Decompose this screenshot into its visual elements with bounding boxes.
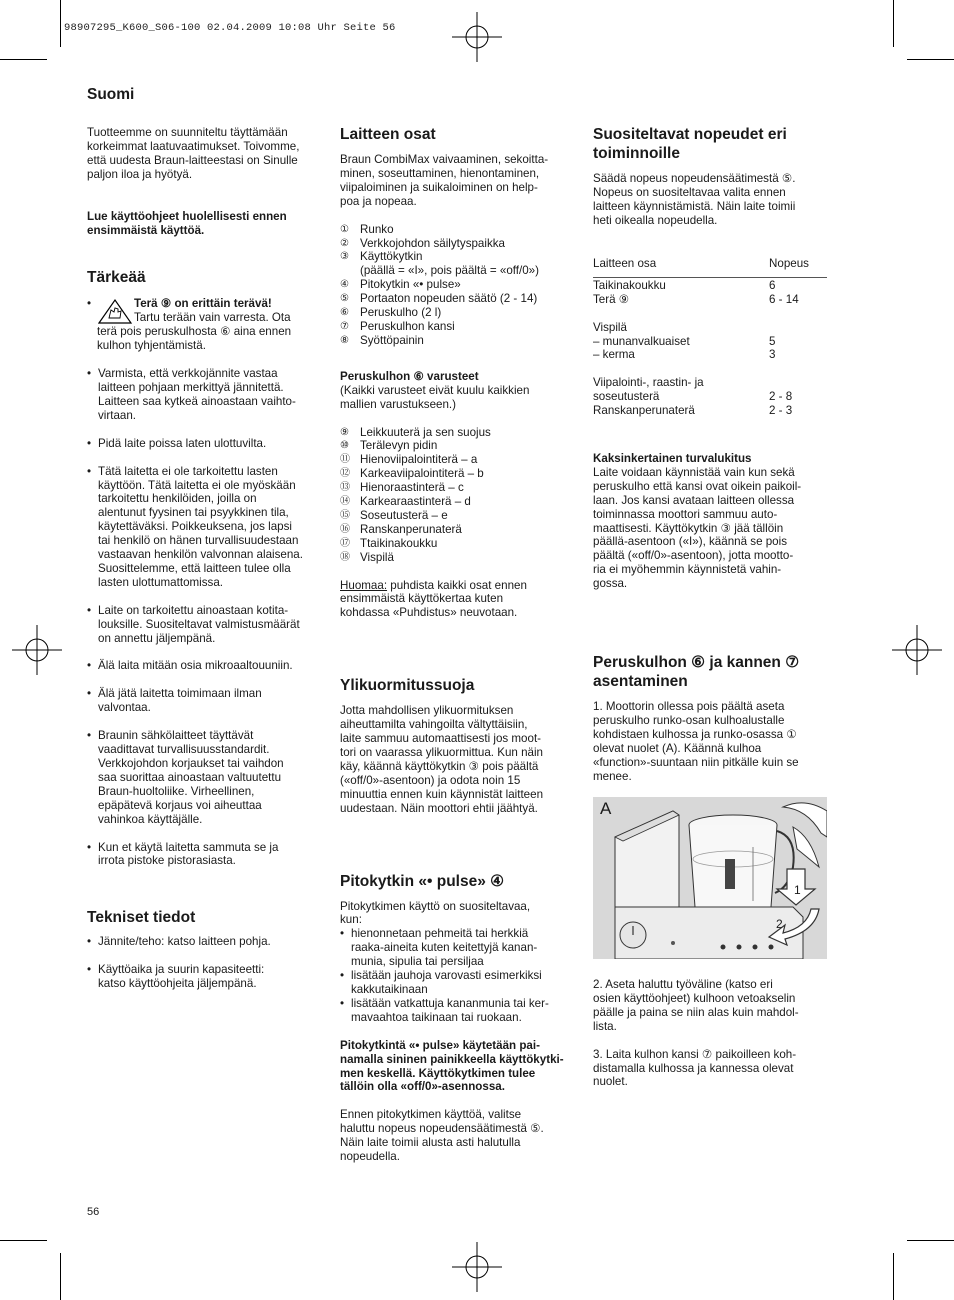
pulse-speed-note: Ennen pitokytkimen käyttöä, valitse haluttu nopeus nopeudensäätimestä ⑤. Näin laite toimii alusta asti halutulla nopeudella. [340, 1108, 544, 1164]
overload-text: Jotta mahdollisen ylikuormituksen aiheuttamilta vahingoilta vältyttäisiin, laite sammuu automaattisesti jos moot- tori on vaarassa ylikuormittua. Kun näin käy, käännä käyttökytkin ③ pois päältä («off/0»-asentoon) ja odota noin 15 minuuttia ennen kuin käynnistät laitteen uudestaan. Näin moottori ehtii jäähtyä. [340, 704, 544, 815]
crop-mark [907, 59, 954, 60]
section-title-speeds: Suositeltavat nopeudet eri toiminnoille [593, 126, 787, 162]
tech-bullet-list [87, 935, 327, 991]
speed-table [593, 257, 827, 432]
safety-lock-section [593, 452, 833, 591]
bullet-item: • lisätään jauhoja varovasti esimerkiksi kakkutaikinaan [340, 969, 580, 997]
assembly-step-2: 2. Aseta haluttu työväline (katso eri osien käyttöohjeet) kulhoon vetoakselin päälle ja paina se niin alas kuin mahdol- lista. [593, 978, 799, 1033]
section-title-assembly: Peruskulhon ⑥ ja kannen ⑦ asentaminen [593, 654, 800, 690]
registration-mark-left [12, 625, 62, 675]
speed-table-group [593, 279, 827, 307]
numbered-part-item: ⑰ Ttaikinakoukku [340, 536, 438, 550]
blade-warning: • Terä ⑨ on erittäin terävä! Tartu terään vain varresta. Ota terä pois peruskulhosta ⑥ aina ennen kulhon tyhjentämistä. [87, 297, 292, 353]
assembly-steps-2-3 [593, 978, 833, 1089]
speed-table-group [593, 321, 827, 363]
pulse-bullet-list [340, 927, 580, 1024]
crop-mark [907, 1240, 954, 1241]
numbered-part-item: ⑥ Peruskulho (2 l) [340, 306, 442, 320]
numbered-part-item: ⑩ Terälevyn pidin [340, 439, 438, 453]
speed-table-row: Vispilä [593, 320, 627, 334]
parts-list [340, 223, 580, 348]
safety-bullet-list [87, 367, 327, 868]
crop-mark [893, 0, 894, 47]
page-number: 56 [87, 1206, 100, 1218]
speed-table-group [593, 376, 827, 418]
assembly-step-3: 3. Laita kulhon kansi ⑦ paikoilleen koh- distamalla kulhossa ja kannessa olevat nuolet. [593, 1047, 797, 1089]
numbered-part-item: ⑯ Ranskanperunaterä [340, 522, 462, 536]
bullet-item: • Laite on tarkoitettu ainoastaan kotita- louksille. Suositeltavat valmistusmäärät on annettu jäljempänä. [87, 604, 327, 646]
assembly-step-1: 1. Moottorin ollessa pois päältä aseta peruskulho runko-osan kulhoalustalle kohdistaen kulhossa ja runko-osassa ① olevat nuolet (A). Käännä kulhoa «function»-suuntaan niin pitkälle kuin se menee. [593, 700, 799, 783]
read-first-notice: Lue käyttöohjeet huolellisesti ennen ensimmäistä käyttöä. [87, 209, 287, 237]
numbered-part-item: ⑫ Karkeaviipalointiterä – b [340, 467, 484, 481]
section-title-overload: Ylikuormitussuoja [340, 677, 475, 695]
numbered-part-item: ④ Pitokytkin «• pulse» [340, 278, 461, 292]
bullet-item: • Kun et käytä laitetta sammuta se ja irrota pistoke pistorasiasta. [87, 841, 327, 869]
speed-table-row: Terä ⑨ 6 - 14 [593, 292, 799, 306]
speeds-intro: Säädä nopeus nopeudensäätimestä ⑤. Nopeus on suositeltavaa valita ennen laitteen käynnistämistä. Näin laite toimii heti oikealla nopeudella. [593, 172, 796, 227]
crop-mark [60, 1253, 61, 1300]
numbered-part-item: ⑧ Syöttöpainin [340, 333, 424, 347]
speed-table-row: soseutusterä 2 - 8 [593, 390, 793, 404]
numbered-part-item: ⑤ Portaaton nopeuden säätö (2 - 14) [340, 292, 538, 306]
numbered-part-item: ⑨ Leikkuuterä ja sen suojus [340, 425, 491, 439]
arrow-label-2: 2 [776, 917, 783, 931]
numbered-part-item: ① Runko [340, 222, 394, 236]
bullet-item: • Jännite/teho: katso laitteen pohja. [87, 935, 327, 949]
column-3 [593, 125, 833, 228]
bullet-item: • Braunin sähkölaitteet täyttävät vaadittavat turvallisuusstandardit. Verkkojohdon korjaukset tai vaihdon saa suorittaa ainoastaan valtuutettu Braun-huoltoliike. Virheellinen, epäpätevä korjaus voi aiheuttaa vahinkoa käyttäjälle. [87, 729, 327, 826]
speed-table-body [593, 279, 827, 418]
section-title-suomi: Suomi [87, 86, 135, 103]
pulse-intro: Pitokytkimen käyttö on suositeltavaa, kun: [340, 899, 531, 927]
figure-a [593, 797, 827, 959]
bullet-item: • lisätään vatkattuja kananmunia tai ker- mavaahtoa taikinaan tai ruokaan. [340, 997, 580, 1025]
numbered-part-item: ⑮ Soseutusterä – e [340, 508, 448, 522]
bullet-item: • Älä laita mitään osia mikroaaltouuniin. [87, 659, 327, 673]
table-rule [593, 277, 827, 278]
speed-table-row: – kerma 3 [593, 348, 776, 362]
crop-mark [60, 0, 61, 47]
arrow-label-1: 1 [794, 883, 801, 897]
section-title-parts: Laitteen osat [340, 126, 436, 143]
crop-mark [0, 59, 47, 60]
accessories-note: (Kaikki varusteet eivät kuulu kaikkien mallien varustukseen.) [340, 383, 530, 411]
numbered-part-item: ⑦ Peruskulhon kansi [340, 319, 455, 333]
speed-table-row: Taikinakoukku 6 [593, 278, 776, 292]
registration-mark-right [892, 625, 942, 675]
print-header: 98907295_K600_S06-100 02.04.2009 10:08 Uhr Seite 56 [64, 22, 396, 34]
section-title-pulse: Pitokytkin «• pulse» ④ [340, 872, 505, 890]
crop-mark [0, 1240, 47, 1241]
accessories-title: Peruskulhon ⑥ varusteet [340, 369, 479, 383]
numbered-part-item: ② Verkkojohdon säilytyspaikka [340, 236, 506, 250]
numbered-part-item: ⑬ Hienoraastinterä – c [340, 481, 464, 495]
safety-title: Kaksinkertainen turvalukitus [593, 452, 752, 465]
registration-mark-top [452, 12, 502, 62]
numbered-part-item: ⑭ Karkearaastinterä – d [340, 495, 471, 509]
speed-table-row: Viipalointi-, raastin- ja [593, 376, 704, 390]
assembly-section [593, 653, 833, 783]
bullet-item: • Pidä laite poissa laten ulottuvilta. [87, 437, 327, 451]
numbered-part-item: ③ Käyttökytkin (päällä = «I», pois päältä = «off/0») [340, 250, 539, 278]
speed-table-row: – munanvalkuaiset 5 [593, 334, 776, 348]
section-title-important: Tärkeää [87, 269, 146, 287]
bullet-item: • Käyttöaika ja suurin kapasiteetti: katso käyttöohjeita jäljempänä. [87, 963, 327, 991]
numbered-part-item: ⑪ Hienoviipalointiterä – a [340, 453, 478, 467]
registration-mark-bottom [452, 1242, 502, 1292]
bullet-item: • Tätä laitetta ei ole tarkoitettu lasten käyttöön. Tätä laitetta ei ole myöskään tarkoitettu henkilöiden, joilla on alentunut fyysinen tai psyykkinen tila, käytettäväksi. Poikkeuksena, jos lapsi tai henkilö on hänen turvallisuudestaan vastaavan henkilön valvonnan alaisena. Suosittelemme, että laitteen tulee olla lasten ulottumattomissa. [87, 465, 327, 590]
warning-hand-icon [98, 298, 133, 325]
speed-table-row: Ranskanperunaterä 2 - 3 [593, 404, 793, 418]
safety-text: Laite voidaan käynnistää vain kun sekä peruskulho että kansi ovat oikein paikoil- laan. Jos kansi avataan laitteen ollessa toiminnassa moottori sammuu auto- maattisesti. Käyttökytkin ③ jää tällöin päällä-asentoon («I»), käännä se pois päältä («off/0»-asentoon), jotta mootto- ria ei myöhemmin käynnistetä vahin- gossa. [593, 465, 802, 591]
section-title-tech: Tekniset tiedot [87, 909, 196, 927]
column-2 [340, 125, 580, 1164]
cleaning-note: Huomaa: puhdista kaikki osat ennen ensimmäistä käyttökertaa kuten kohdassa «Puhdistus» neuvotaan. [340, 578, 527, 620]
food-processor-illustration [593, 797, 827, 959]
crop-mark [893, 1253, 894, 1300]
speed-table-header: Laitteen osa Nopeus [593, 257, 809, 270]
column-1 [87, 85, 327, 991]
pulse-instruction: Pitokytkintä «• pulse» käytetään pai- namalla sininen painikkeella käyttökytki- men keskellä. Käyttökytkimen tulee tällöin olla «off/0»-asennossa. [340, 1038, 564, 1094]
numbered-part-item: ⑱ Vispilä [340, 550, 394, 564]
bullet-item: • Älä jätä laitetta toimimaan ilman valvontaa. [87, 687, 327, 715]
bullet-item: • Varmista, että verkkojännite vastaa laitteen pohjaan merkittyä jännitettä. Laitteen saa kytkeä ainoastaan vaihto- virtaan. [87, 367, 327, 423]
parts-intro: Braun CombiMax vaivaaminen, sekoitta- minen, soseuttaminen, hienontaminen, viipaloiminen ja suikaloiminen on help- poa ja nopeaa. [340, 153, 549, 208]
accessories-list [340, 426, 580, 565]
intro-text: Tuotteemme on suunniteltu täyttämään korkeimmat laatuvaatimukset. Toivomme, että uudesta Braun-laitteestasi on Sinulle paljon iloa ja hyötyä. [87, 126, 300, 181]
bullet-item: • hienonnetaan pehmeitä tai herkkiä raaka-aineita kuten keitettyjä kanan- munia, sipulia tai persiljaa [340, 927, 580, 969]
figure-label: A [600, 799, 612, 818]
